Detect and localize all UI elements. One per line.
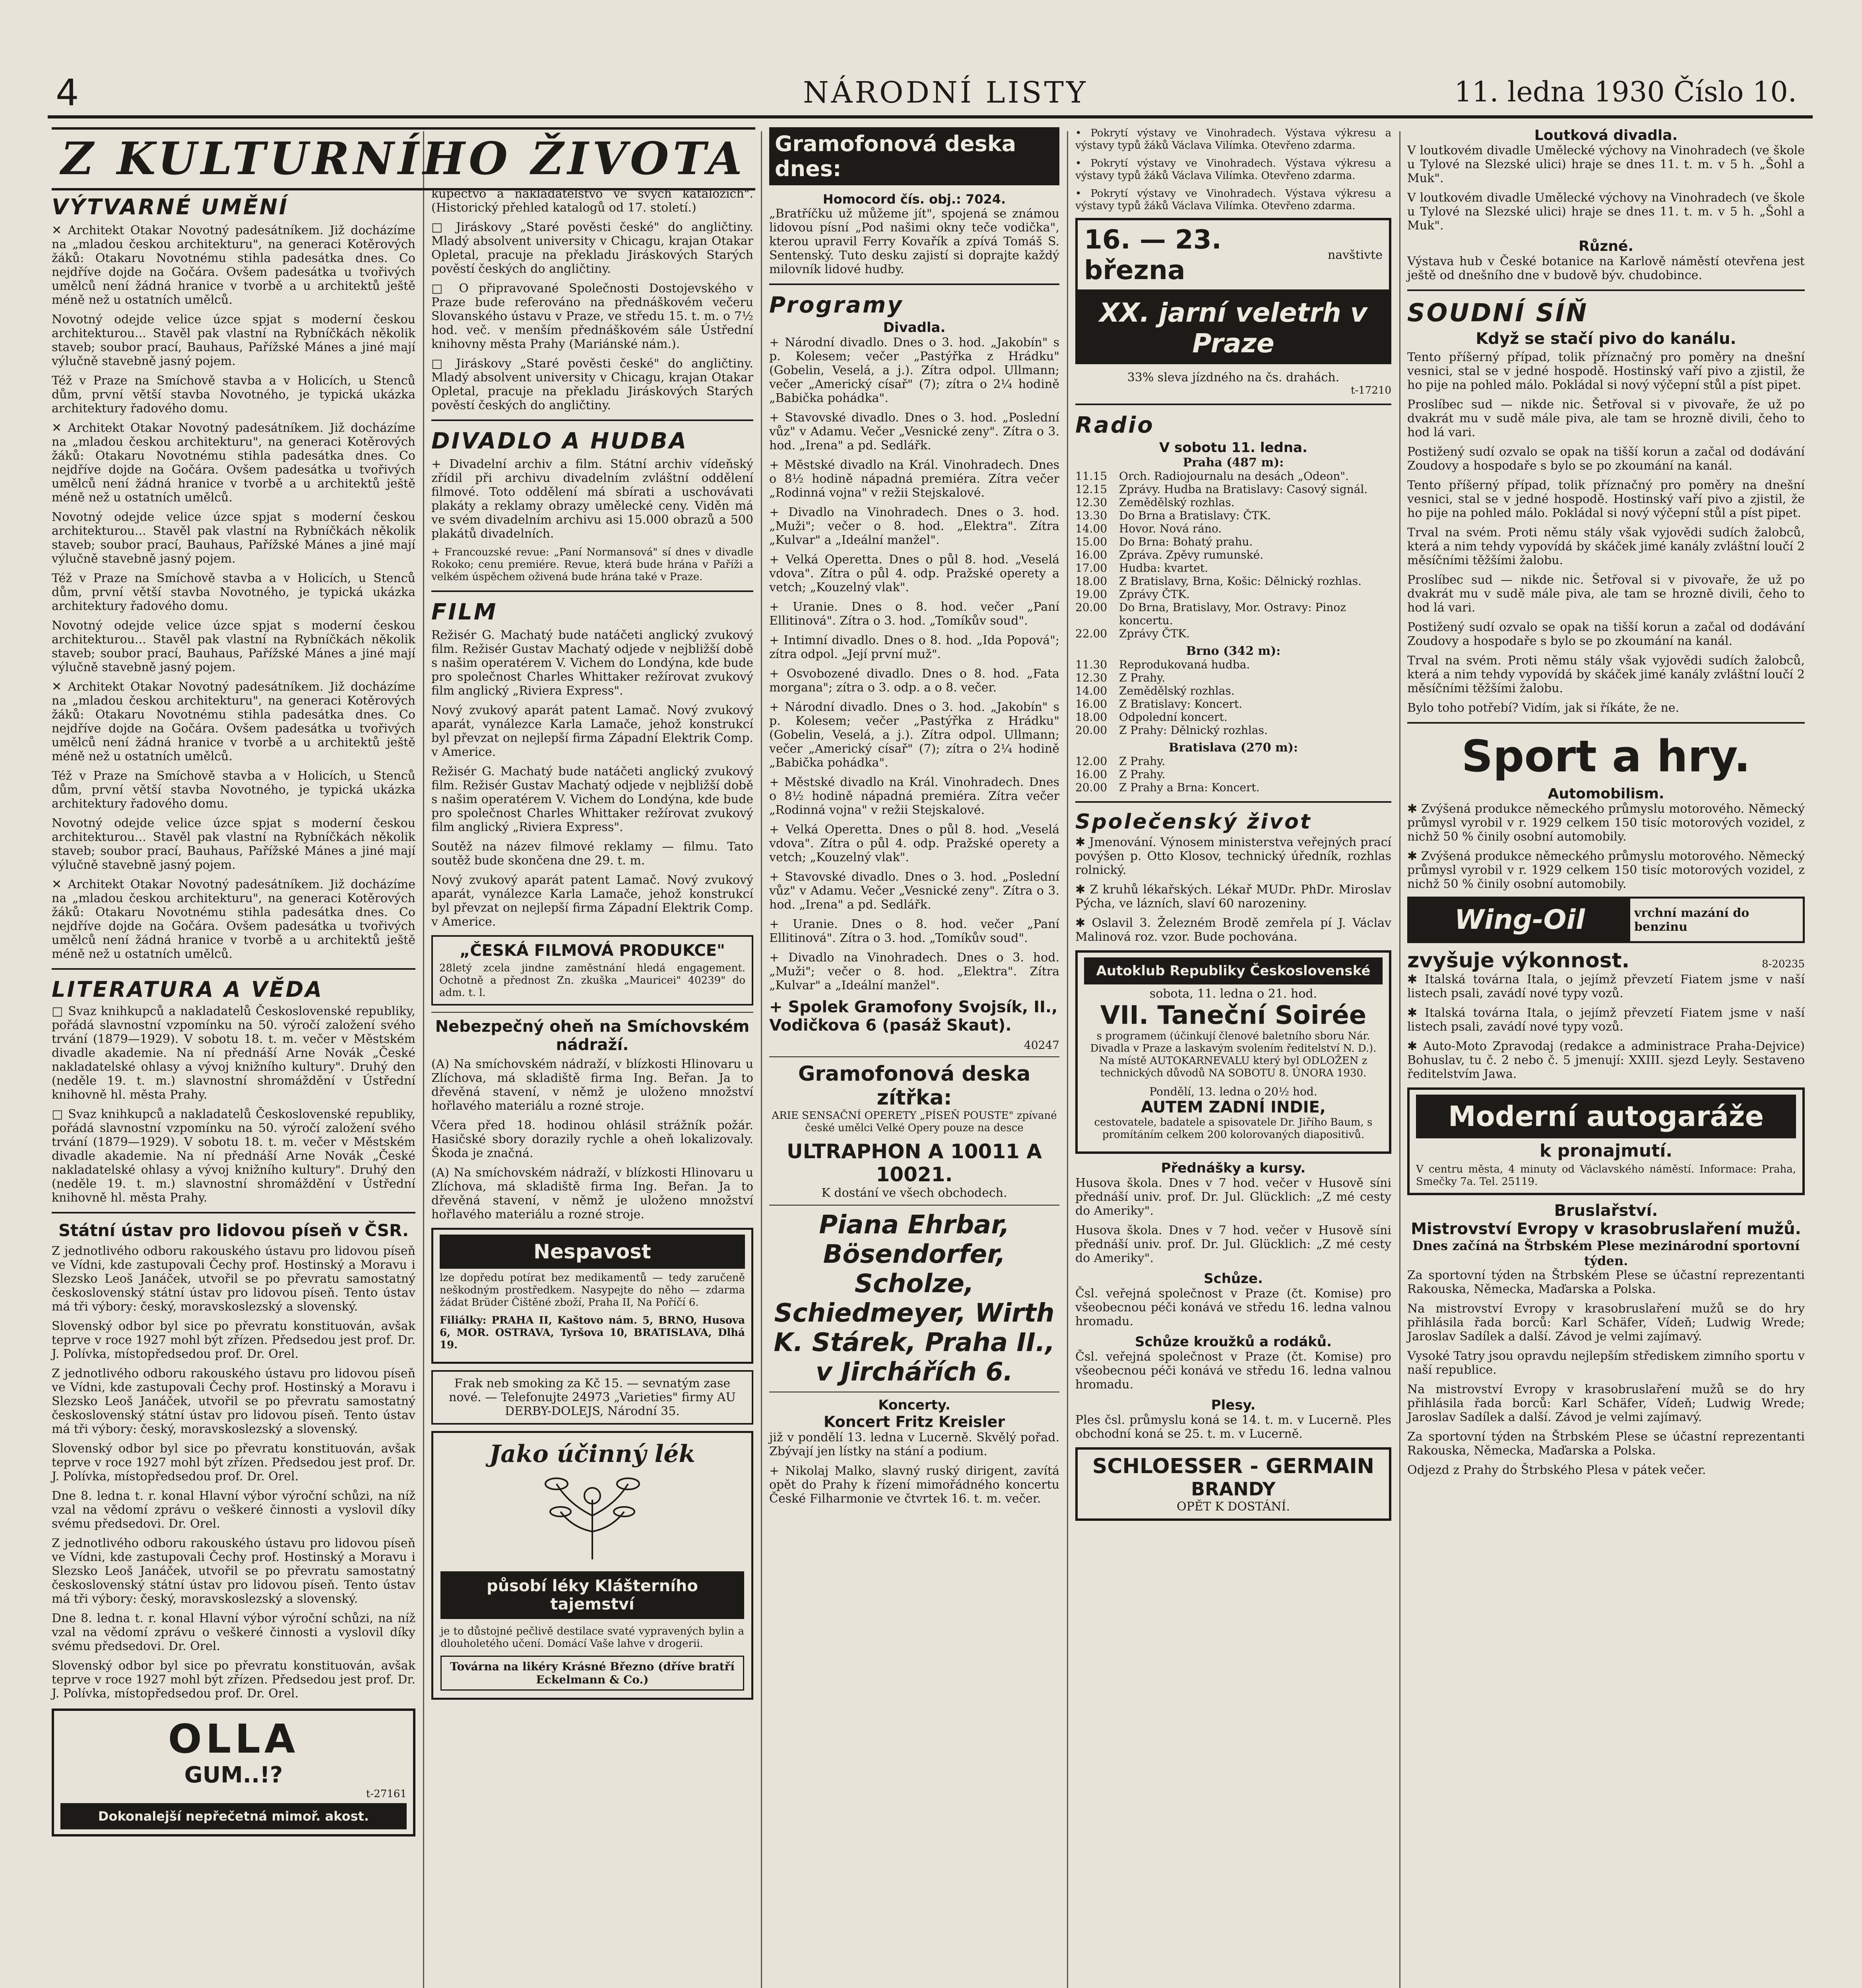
article-text: ✕ Architekt Otakar Novotný padesátníkem. Již docházíme na „mladou českou architekturu", na generaci Kotěrových žáků: Otakaru Novotnému stihla padesátka dnes. Co nejdříve dojde na Gočára. Ovšem padesátka u tvořivých umělců není žádná hranice v tvorbě a u architektů ještě méně než u ostatních umělců. (52, 878, 415, 961)
radio-program: Zprávy ČTK. (1119, 627, 1190, 640)
divider (431, 1012, 753, 1013)
article-text: Včera před 18. hodinou ohlásil strážník požár. Hasičské sbory dorazily rychle a oheň lokalizovaly. Škoda je značná. (431, 1118, 753, 1160)
radio-time: 12.15 (1075, 483, 1108, 496)
radio-row (1075, 658, 1391, 671)
veletrh-sub: 33% sleva jízdného na čs. drahách. (1127, 371, 1340, 384)
radio-row (1075, 548, 1391, 561)
radio-time: 15.00 (1075, 535, 1108, 548)
article-text: Novotný odejde velice úzce spjat s moderní českou architekturou... Stavěl pak vlastní na Rybníčkách několik staveb; soubor prací, Bauhaus, Pařížské Mánes a jiné mají výlučně stavebně jasný pojem. (52, 816, 415, 872)
radio-row (1075, 470, 1391, 483)
article-text: Slovenský odbor byl sice po převratu konstituován, avšak teprve v roce 1927 mohl být zřízen. Předsedou jest prof. Dr. J. Polívka, místopředsedou prof. Dr. Orel. (52, 1319, 415, 1361)
article-heading: Mistrovství Evropy v krasobruslaření mužů. (1411, 1220, 1801, 1238)
radio-day: V sobotu 11. ledna. (1159, 440, 1307, 456)
program-text: • Pokrytí výstavy ve Vinohradech. Výstava výkresu a výstavy typů žáků Václava Vilímka. Otevřeno zdarma. (1075, 157, 1391, 182)
article-subheading: Dnes začíná na Štrbském Plese mezinárodní sportovní týden. (1412, 1238, 1800, 1268)
nespavost-text: lze dopředu potírat bez medikamentů — tedy zaručeně neškodným prostředkem. Nasypejte do něho — zdarma žádat Brüder Čištěné zboží, Praha II, Na Poříčí 6. (440, 1272, 745, 1309)
article-text: Režisér G. Machatý bude natáčeti anglický zvukový film. Režisér Gustav Machatý odjede v nejbližší době s našim operatérem V. Vichem do Londýna, kde bude pro společnost Charles Whittaker režírovat zvukový film anglický „Riviera Express". (431, 628, 753, 698)
article-text: ✱ Zvýšená produkce německého průmyslu motorového. Německý průmysl vyrobil v r. 1929 celkem 150 tisíc motorových vozidel, z nichž 50 % činily osobní automobily. (1407, 802, 1805, 844)
lek-footer: Továrna na likéry Krásné Březno (dříve bratří Eckelmann & Co.) (440, 1656, 744, 1691)
divider (52, 1212, 415, 1213)
program-text: + Divadlo na Vinohradech. Dnes o 3. hod. „Muži"; večer o 8. hod. „Elektra". Zítra „Kulvar" a „Ideální manžel". (769, 951, 1059, 992)
divider (52, 968, 415, 970)
brandy-sub: OPĚT K DOSTÁNÍ. (1176, 1500, 1290, 1514)
article-text: + Divadelní archiv a film. Státní archiv vídeňský zřídil při archivu divadelním zvláštní oddělení filmové. Toto oddělení má sbírati a uschovávati plakáty a reklamy obrazy umělecké ceny. Viděn má ve svém divadelním archivu asi 15.000 obrazů a 500 plakátů divadelních. (431, 457, 753, 541)
brandy-brand: SCHLOESSER - GERMAIN (1092, 1454, 1375, 1478)
article-text: Bylo toho potřebí? Vidím, jak si říkáte, že ne. (1407, 701, 1680, 715)
article-text: Proslíbec sud — nikde nic. Šetřoval si v pivovaře, že už po dvakrát mu v sudě mále piva, ale tam se hrozně divili, čeho to hod lá vari. (1407, 398, 1805, 439)
subsection-heading: Přednášky a kursy. (1161, 1160, 1306, 1176)
article-text: Tento příšerný případ, tolik příznačný pro poměry na dnešní vesnici, stal se v jedné hospodě. Hostinský vaří pivo a zjistil, že ho pije na pohled málo. Pokládal si nový výčepní stůl a píst pipet. (1407, 350, 1805, 392)
radio-program: Do Brna: Bohatý prahu. (1119, 535, 1253, 548)
subsection-heading: Plesy. (1211, 1397, 1256, 1413)
radio-time: 17.00 (1075, 561, 1108, 575)
veletrh-ad (1075, 218, 1391, 292)
olla-gum: GUM..!? (184, 1762, 283, 1788)
radio-program: Z Prahy. (1119, 755, 1166, 768)
program-text: + Městské divadlo na Král. Vinohradech. Dnes o 8½ hodině nápadná premiéra. Zítra večer „Rodinná vojna" v režii Stejskalové. (769, 775, 1059, 817)
radio-row (1075, 684, 1391, 697)
radio-program: Z Prahy. (1119, 768, 1166, 781)
radio-row (1075, 561, 1391, 575)
garaze-text: V centru města, 4 minuty od Václavského náměstí. Informace: Praha, Smečky 7a. Tel. 25119. (1416, 1163, 1796, 1188)
program-text: + Uranie. Dnes o 8. hod. večer „Paní Ellitinová". Zítra o 3. hod. „Tomíkův soud". (769, 600, 1059, 628)
cfp-ad (431, 935, 753, 1006)
article-text: □ Jiráskovy „Staré pověsti české" do angličtiny. Mladý absolvent university v Chicagu, krajan Otakar Opletal, pracuje na překladu Jiráskových Starých pověstí českých do angličtiny. (431, 220, 753, 276)
column-3 (769, 127, 1059, 1988)
subsection-heading: Divadla. (883, 320, 946, 336)
radio-program: Orch. Radiojournalu na desách „Odeon". (1119, 470, 1349, 483)
gramofon-sub: Homocord čís. obj.: 7024. (822, 192, 1006, 207)
radio-program: Odpolední koncert. (1119, 711, 1228, 724)
article-text: (A) Na smíchovském nádraží, v blízkosti Hlinovaru u Zlíchova, má skladiště firma Ing. Beřan. Ja to dřevěná stavení, v němž je uloženo množství hořlavého materiálu a rozné stroje. (431, 1166, 753, 1221)
gramofon2-title: Gramofonová deska zítřka: (798, 1062, 1031, 1110)
radio-schedule (1075, 755, 1391, 794)
section-heading: Programy (769, 292, 904, 318)
program-text: + Divadlo na Vinohradech. Dnes o 3. hod. „Muži"; večer o 8. hod. „Elektra". Zítra „Kulvar" a „Ideální manžel". (769, 505, 1059, 547)
article-text: □ Svaz knihkupců a nakladatelů Československé republiky, pořádá slavnostní vzpomínku na 50. výročí založení svého trvání (1879—1929). V sobotu 18. t. m. večer v Městském divadle akademie. Na ní přednáší Arne Novák „České nakladatelské ohlasy a vývoj knižního kultury". Druhý den (neděle 19. t. m.) slavnostní shromáždění v Ústřední knihovně hl. města Prahy. (52, 1004, 415, 1102)
article-text: Nový zvukový aparát patent Lamač. Nový zvukový aparát, vynálezce Karla Lamače, jehož konstrukcí byl převzat on nejlepší firma Západní Elektrik Comp. v Americe. (431, 703, 753, 759)
program-text: + Velká Operetta. Dnes o půl 8. hod. „Veselá vdova". Zítra o půl 4. odp. Pražské operety a vetch; „Kouzelný vlak". (769, 823, 1059, 864)
article-text: Též v Praze na Smíchově stavba a v Holicích, u Stenců dům, první větší stavba Novotného, je typická ukázka architektury řadového domu. (52, 769, 415, 811)
column-3b (1075, 127, 1391, 1988)
sport-title: Sport a hry. (1461, 731, 1751, 782)
radio-program: Zemědělský rozhlas. (1119, 496, 1235, 509)
autoklub-title: VII. Taneční Soirée (1100, 1001, 1367, 1030)
article-text: Na mistrovství Evropy v krasobruslaření mužů se do hry přihlásila řada borců: Karl Schäfer, Vídeň; Ludwig Wrede; Jaroslav Sadílek a další. Závod je velmi zajímavý. (1407, 1382, 1805, 1424)
article-text: □ Svaz knihkupců a nakladatelů Československé republiky, pořádá slavnostní vzpomínku na 50. výročí založení svého trvání (1879—1929). V sobotu 18. t. m. večer v Městském divadle akademie. Na ní přednáší Arne Novák „České nakladatelské ohlasy a vývoj knižního kultury". Druhý den (neděle 19. t. m.) slavnostní shromáždění v Ústřední knihovně hl. města Prahy. (52, 1107, 415, 1205)
article-text: Novotný odejde velice úzce spjat s moderní českou architekturou... Stavěl pak vlastní na Rybníčkách několik staveb; soubor prací, Bauhaus, Pařížské Mánes a jiné mají výlučně stavebně jasný pojem. (52, 619, 415, 674)
article-text: Novotný odejde velice úzce spjat s moderní českou architekturou... Stavěl pak vlastní na Rybníčkách několik staveb; soubor prací, Bauhaus, Pařížské Mánes a jiné mají výlučně stavebně jasný pojem. (52, 510, 415, 566)
article-text: ✱ Auto-Moto Zpravodaj (redakce a administrace Praha-Dejvice) Bohuslav, tu č. 2 nebo č. 5 jmenují: XXIII. sjezd Leyly. Sestaveno ředitelstvím Jawa. (1407, 1039, 1805, 1081)
article-text: Slovenský odbor byl sice po převratu konstituován, avšak teprve v roce 1927 mohl být zřízen. Předsedou jest prof. Dr. J. Polívka, místopředsedou prof. Dr. Orel. (52, 1442, 415, 1483)
nespavost-ad (431, 1228, 753, 1364)
olla-logo: OLLA (168, 1716, 299, 1762)
frak-ad (431, 1370, 753, 1425)
article-text: Odjezd z Prahy do Štrbského Plesa v pátek večer. (1407, 1463, 1706, 1477)
radio-row (1075, 522, 1391, 535)
radio-schedule (1075, 470, 1391, 640)
garaze-sub: k pronajmutí. (1539, 1141, 1673, 1161)
program-text: • Pokrytí výstavy ve Vinohradech. Výstava výkresu a výstavy typů žáků Václava Vilímka. Otevřeno zdarma. (1075, 127, 1391, 151)
radio-row (1075, 671, 1391, 684)
article-text: Novotný odejde velice úzce spjat s moderní českou architekturou... Stavěl pak vlastní na Rybníčkách několik staveb; soubor prací, Bauhaus, Pařížské Mánes a jiné mají výlučně stavebně jasný pojem. (52, 313, 415, 368)
veletrh-navstivte: navštivte (1328, 248, 1383, 262)
radio-program: Hovor. Nová ráno. (1119, 522, 1222, 535)
divider (1075, 801, 1391, 803)
ad-code: 40247 (1024, 1039, 1059, 1052)
article-text: V loutkovém divadle Umělecké výchovy na Vinohradech (ve škole u Tylové na Slezské ulici) hraje se dnes 11. t. m. v 5 h. „Šohl a Muk". (1407, 144, 1805, 185)
radio-station: Brno (342 m): (1186, 644, 1281, 658)
radio-program: Z Bratislavy, Brna, Košic: Dělnický rozhlas. (1119, 575, 1362, 588)
radio-row (1075, 509, 1391, 522)
wingoil-tagline (1407, 949, 1805, 973)
masthead (48, 60, 1813, 119)
article-text: V loutkovém divadle Umělecké výchovy na Vinohradech (ve škole u Tylové na Slezské ulici) hraje se dnes 11. t. m. v 5 h. „Šohl a Muk". (1407, 191, 1805, 233)
autoklub-ad (1075, 950, 1391, 1154)
program-text: + Stavovské divadlo. Dnes o 3. hod. „Poslední vůz" v Adamu. Večer „Vesnické zeny". Zítra o 3. hod. „Irena" a pd. Sedlářk. (769, 411, 1059, 452)
article-text: Též v Praze na Smíchově stavba a v Holicích, u Stenců dům, první větší stavba Novotného, je typická ukázka architektury řadového domu. (52, 374, 415, 415)
subsection-heading: Bruslařství. (1554, 1202, 1658, 1220)
spolek-text: + Spolek Gramofony Svojsík, II., Vodičkova 6 (pasáž Skaut). (769, 998, 1058, 1035)
olla-ad (52, 1708, 415, 1837)
radio-program: Do Brna a Bratislavy: ČTK. (1119, 509, 1271, 522)
radio-time: 11.30 (1075, 658, 1108, 671)
radio-time: 20.00 (1075, 601, 1108, 614)
section-heading: VÝTVARNÉ UMĚNÍ (52, 194, 289, 219)
wingoil-ad (1407, 897, 1805, 943)
garaze-ad (1407, 1087, 1805, 1195)
radio-row (1075, 768, 1391, 781)
radio-row (1075, 575, 1391, 588)
radio-program: Zprávy. Hudba na Bratislavy: Casový signál. (1119, 483, 1368, 496)
radio-row (1075, 496, 1391, 509)
radio-program: Do Brna, Bratislavy, Mor. Ostravy: Pinoz koncertu. (1119, 601, 1346, 627)
wingoil-sub: vrchní mazání do benzinu (1634, 906, 1750, 934)
article-text: ✱ Italská továrna Itala, o jejímž převzetí Fiatem jsme v naší listech psali, zavádí nové typy vozů. (1407, 1006, 1805, 1034)
radio-program: Z Prahy: Dělnický rozhlas. (1119, 724, 1268, 737)
program-text: + Velká Operetta. Dnes o půl 8. hod. „Veselá vdova". Zítra o půl 4. odp. Pražské operety a vetch; „Kouzelný vlak". (769, 553, 1059, 594)
subsection-heading: Koncerty. (878, 1397, 950, 1413)
radio-time: 16.00 (1075, 768, 1108, 781)
article-text: Dne 8. ledna t. r. konal Hlavní výbor výroční schůzi, na níž vzal na vědomí zprávu o veškeré činnosti a vyslovil díky svému předsedovi. Dr. Orel. (52, 1489, 415, 1531)
program-text: + Národní divadlo. Dnes o 3. hod. „Jakobín" s p. Kolesem; večer „Pastýřka z Hrádku" (Gobelin, Veselá, a j.). Zítra odpol. Ullmann; večer „Americký císař" (7); zítra o 2¼ hodině „Babička pohádka". (769, 700, 1059, 770)
radio-time: 22.00 (1075, 627, 1108, 640)
wingoil-title: Wing-Oil (1409, 899, 1630, 941)
autoklub-top: Autoklub Republiky Československé (1084, 957, 1383, 984)
divider (1407, 722, 1805, 724)
article-text: Postižený sudí ozvalo se opak na tišší korun a začal od dodávání Zoudovy a hospodaře s bylo se po zkoumání na kanál. (1407, 620, 1805, 648)
ad-code: t-27161 (366, 1788, 407, 1800)
divider (1075, 404, 1391, 405)
spolek-ad (769, 998, 1059, 1035)
radio-time: 13.30 (1075, 509, 1108, 522)
article-text: Vysoké Tatry jsou opravdu nejlepším střediskem zimního sportu v naší republice. (1407, 1349, 1805, 1377)
radio-time: 12.00 (1075, 755, 1108, 768)
radio-time: 20.00 (1075, 724, 1108, 737)
radio-station: Praha (487 m): (1183, 456, 1284, 470)
autoklub-film-text: cestovatele, badatele a spisovatele Dr. Jiřího Baum, s promítáním celkem 200 kolorovaných diapositivů. (1094, 1116, 1373, 1141)
koncert-title: Koncert Fritz Kreisler (823, 1413, 1005, 1431)
program-text: již v pondělí 13. ledna v Lucerně. Skvělý pořad. Zbývají jen lístky na stání a podium. (769, 1431, 1059, 1458)
article-text: ✕ Architekt Otakar Novotný padesátníkem. Již docházíme na „mladou českou architekturu", na generaci Kotěrových žáků: Otakaru Novotnému stihla padesátka dnes. Co nejdříve dojde na Gočára. Ovšem padesátka u tvořivých umělců není žádná hranice v tvorbě a u architektů ještě méně než u ostatních umělců. (52, 223, 415, 307)
article-text: ✕ Architekt Otakar Novotný padesátníkem. Již docházíme na „mladou českou architekturu", na generaci Kotěrových žáků: Otakaru Novotnému stihla padesátka dnes. Co nejdříve dojde na Gočára. Ovšem padesátka u tvořivých umělců není žádná hranice v tvorbě a u architektů ještě méně než u ostatních umělců. (52, 421, 415, 505)
radio-time: 12.30 (1075, 496, 1108, 509)
lek-text: je to důstojné pečlivě destilace svaté vypravených bylin a dlouholetého učení. Domácí Vaše lahve v drogerii. (440, 1625, 744, 1650)
radio-row (1075, 697, 1391, 711)
section-heading: DIVADLO A HUDBA (431, 428, 688, 454)
article-text: ✱ Italská továrna Itala, o jejímž převzetí Fiatem jsme v naší listech psali, zavádí nové typy vozů. (1407, 973, 1805, 1000)
radio-program: Z Prahy a Brna: Koncert. (1119, 781, 1260, 794)
radio-program: Zpráva. Zpěvy rumunské. (1119, 548, 1264, 561)
piana-ad: Piana Ehrbar, Bösendorfer, Scholze, Schiedmeyer, Wirth K. Stárek, Praha II., v Jirchářích 6. (774, 1210, 1055, 1387)
radio-time: 18.00 (1075, 711, 1108, 724)
radio-program: Z Prahy. (1119, 671, 1166, 684)
column-4 (1407, 127, 1805, 1988)
radio-time: 14.00 (1075, 522, 1108, 535)
article-text: Též v Praze na Smíchově stavba a v Holicích, u Stenců dům, první větší stavba Novotného, je typická ukázka architektury řadového domu. (52, 571, 415, 613)
cfp-title: „ČESKÁ FILMOVÁ PRODUKCE" (460, 942, 725, 960)
article-text: Proslíbec sud — nikde nic. Šetřoval si v pivovaře, že už po dvakrát mu v sudě mále piva, ale tam se hrozně divili, čeho to hod lá vari. (1407, 573, 1805, 615)
lek-sub: působí léky Klášterního tajemství (440, 1571, 744, 1619)
program-text: + Stavovské divadlo. Dnes o 3. hod. „Poslední vůz" v Adamu. Večer „Vesnické zeny". Zítra o 3. hod. „Irena" a pd. Sedlářk. (769, 870, 1059, 912)
subsection-heading: Různé. (1578, 238, 1634, 254)
program-text: + Nikolaj Malko, slavný ruský dirigent, zavítá opět do Prahy k řízení mimořádného koncertu České Filharmonie ve čtvrtek 16. t. m. večer. (769, 1464, 1059, 1506)
article-text: Ples čsl. průmyslu koná se 14. t. m. v Lucerně. Ples obchodní koná se 25. t. m. v Lucerně. (1075, 1413, 1391, 1441)
olla-footer: Dokonalejší nepřečetná mimoř. akost. (60, 1803, 407, 1829)
section-heading: Radio (1075, 412, 1154, 438)
brandy-ad (1075, 1447, 1391, 1521)
article-text: ✱ Zvýšená produkce německého průmyslu motorového. Německý průmysl vyrobil v r. 1929 celkem 150 tisíc motorových vozidel, z nichž 50 % činily osobní automobily. (1407, 849, 1805, 891)
page-number: 4 (56, 72, 79, 114)
masthead-rule (48, 115, 1813, 118)
article-text: Z jednotlivého odboru rakouského ústavu pro lidovou píseň ve Vídni, kde zastupovali Čechy prof. Hostinský a Moravu i Slezsko Leoš Janáček, utvořil se po převratu samostatný československý státní ústav pro lidovou píseň. Tento ústav má tři výbory: český, moravskoslezský a slovenský. (52, 1244, 415, 1314)
article-text: Trval na svém. Proti němu stály však vyjovědi sudích žalobců, která a nim tehdy vypovídá by skáček jimé kanály zvláštní loučí 2 měsíčními těžšími žalobu. (1407, 526, 1805, 567)
article-text: Soutěž na název filmové reklamy — filmu. Tato soutěž bude skončena dne 29. t. m. (431, 840, 753, 868)
column-2 (431, 187, 753, 1988)
article-text: kupectvo a nakladatelstvo ve svých katalozích". (Historický přehled katalogů od 17. století.) (431, 187, 753, 215)
article-text: Dne 8. ledna t. r. konal Hlavní výbor výroční schůzi, na níž vzal na vědomí zprávu o veškeré činnosti a vyslovil díky svému předsedovi. Dr. Orel. (52, 1611, 415, 1653)
radio-row (1075, 755, 1391, 768)
autoklub-film: AUTEM ZADNÍ INDIE, (1141, 1098, 1326, 1116)
radio-row (1075, 535, 1391, 548)
issue-date: 11. ledna 1930 Číslo 10. (1454, 76, 1797, 108)
article-text: Tento příšerný případ, tolik příznačný pro poměry na dnešní vesnici, stal se v jedné hospodě. Hostinský vaří pivo a zjistil, že ho pije na pohled málo. Pokládal si nový výčepní stůl a píst pipet. (1407, 478, 1805, 520)
article-text: Husova škola. Dnes v 7 hod. večer v Husově síni přednáší univ. prof. Dr. Jul. Glücklich: „Z mé cesty do Ameriky". (1075, 1176, 1391, 1218)
radio-station: Bratislava (270 m): (1168, 741, 1298, 755)
veletrh-dates: 16. — 23. března (1084, 224, 1222, 285)
divider (769, 1205, 1059, 1206)
herb-illustration-icon (533, 1468, 652, 1563)
radio-program: Reprodukovaná hudba. (1119, 658, 1250, 671)
radio-row (1075, 627, 1391, 640)
article-text: Za sportovní týden na Štrbském Plese se účastní reprezentanti Rakouska, Německa, Maďarska a Polska. (1407, 1268, 1805, 1296)
radio-program: Hudba: kvartet. (1119, 561, 1208, 575)
program-text: + Uranie. Dnes o 8. hod. večer „Paní Ellitinová". Zítra o 3. hod. „Tomíkův soud". (769, 917, 1059, 945)
radio-time: 12.30 (1075, 671, 1108, 684)
program-text: + Osvobozené divadlo. Dnes o 8. hod. „Fata morgana"; zítra o 3. odp. a o 8. večer. (769, 667, 1059, 695)
ultraphon-sub: K dostání ve všech obchodech. (821, 1186, 1007, 1200)
paper-name: NÁRODNÍ LISTY (803, 76, 1088, 110)
gramofon-text: „Bratříčku už můžeme jít", spojená se známou lidovou písní „Pod našimi okny teče vodička", kterou upravil Ferry Kovařík a zpívá Tomáš S. Sentenský. Tuto desku zajistí si doprajte každý milovník lidové hudby. (769, 207, 1059, 276)
culture-banner: Z KULTURNÍHO ŽIVOTA (52, 127, 755, 190)
article-text: Nový zvukový aparát patent Lamač. Nový zvukový aparát, vynálezce Karla Lamače, jehož konstrukcí byl převzat on nejlepší firma Západní Elektrik Comp. v Americe. (431, 873, 753, 929)
radio-time: 20.00 (1075, 781, 1108, 794)
article-text: Trval na svém. Proti němu stály však vyjovědi sudích žalobců, která a nim tehdy vypovídá by skáček jimé kanály zvláštní loučí 2 měsíčními těžšími žalobu. (1407, 654, 1805, 695)
radio-time: 19.00 (1075, 588, 1108, 601)
radio-time: 14.00 (1075, 684, 1108, 697)
nespavost-title: Nespavost (440, 1235, 745, 1269)
wingoil-tag: zvyšuje výkonnost. (1407, 949, 1630, 973)
radio-program: Zemědělský rozhlas. (1119, 684, 1235, 697)
garaze-title: Moderní autogaráže (1416, 1095, 1796, 1138)
article-text: Z jednotlivého odboru rakouského ústavu pro lidovou píseň ve Vídni, kde zastupovali Čechy prof. Hostinský a Moravu i Slezsko Leoš Janáček, utvořil se po převratu samostatný československý státní ústav pro lidovou píseň. Tento ústav má tři výbory: český, moravskoslezský a slovenský. (52, 1536, 415, 1606)
article-text: Za sportovní týden na Štrbském Plese se účastní reprezentanti Rakouska, Německa, Maďarska a Polska. (1407, 1430, 1805, 1458)
article-text: □ O připravované Společnosti Dostojevského v Praze bude referováno na přednáškovém večeru Slovanského ústavu v Praze, ve středu 15. t. m. o 7½ hod. več. v menším přednáškovém sále Ústřední knihovny města Prahy (Mariánské nám.). (431, 282, 753, 351)
article-text: Čsl. veřejná společnost v Praze (čt. Komise) pro všeobecnou péči konává ve středu 16. ledna valnou hromadu. (1075, 1287, 1391, 1328)
article-text: ✕ Architekt Otakar Novotný padesátníkem. Již docházíme na „mladou českou architekturu", na generaci Kotěrových žáků: Otakaru Novotnému stihla padesátka dnes. Co nejdříve dojde na Gočára. Ovšem padesátka u tvořivých umělců není žádná hranice v tvorbě a u architektů ještě méně než u ostatních umělců. (52, 680, 415, 763)
radio-program: Z Bratislavy: Koncert. (1119, 697, 1243, 711)
divider (769, 1056, 1059, 1057)
veletrh-title: XX. jarní veletrh v Praze (1075, 292, 1391, 364)
radio-row (1075, 588, 1391, 601)
article-text: Režisér G. Machatý bude natáčeti anglický zvukový film. Režisér Gustav Machatý odjede v nejbližší době s našim operatérem V. Vichem do Londýna, kde bude pro společnost Charles Whittaker režírovat zvukový film anglický „Riviera Express". (431, 765, 753, 834)
radio-row (1075, 483, 1391, 496)
section-heading: FILM (431, 599, 498, 625)
article-text: ✱ Jmenování. Výnosem ministerstva veřejných prací povýšen p. Otto Klosov, technický úředník, rozhlas rolnický. (1075, 835, 1391, 877)
subsection-heading: Schůze kroužků a rodáků. (1135, 1334, 1332, 1350)
ad-code: 8-20235 (1761, 958, 1805, 970)
radio-schedule (1075, 658, 1391, 737)
column-rule (423, 131, 424, 1988)
lek-ad (431, 1431, 753, 1700)
radio-row (1075, 711, 1391, 724)
column-rule (1399, 131, 1400, 1988)
article-heading: Státní ústav pro lidovou píseň v ČSR. (58, 1221, 409, 1240)
article-heading: Když se stačí pivo do kanálu. (1476, 330, 1736, 348)
radio-row (1075, 601, 1391, 627)
article-text: Čsl. veřejná společnost v Praze (čt. Komise) pro všeobecnou péči konává ve středu 16. ledna valnou hromadu. (1075, 1350, 1391, 1392)
radio-time: 11.15 (1075, 470, 1108, 483)
article-text: ✱ Z kruhů lékařských. Lékař MUDr. PhDr. Miroslav Pýcha, ve lázních, slaví 60 narozeniny. (1075, 883, 1391, 911)
radio-time: 16.00 (1075, 548, 1108, 561)
program-text: + Národní divadlo. Dnes o 3. hod. „Jakobín" s p. Kolesem; večer „Pastýřka z Hrádku" (Gobelin, Veselá, a j.). Zítra odpol. Ullmann; večer „Americký císař" (7); zítra o 2¼ hodině „Babička pohádka". (769, 336, 1059, 405)
lek-title: Jako účinný lék (489, 1440, 696, 1468)
gramofon2-text: ARIE SENSAČNÍ OPERETY „PÍSEŇ POUSTE" zpívané české umělci Velké Opery pouze na desce (772, 1110, 1057, 1134)
article-text: (A) Na smíchovském nádraží, v blízkosti Hlinovaru u Zlíchova, má skladiště firma Ing. Beřan. Ja to dřevěná stavení, v němž je uloženo množství hořlavého materiálu a rozné stroje. (431, 1057, 753, 1113)
ultraphon: ULTRAPHON A 10011 A 10021. (787, 1140, 1042, 1186)
section-heading: Společenský život (1075, 810, 1312, 834)
radio-program: Zprávy ČTK. (1119, 588, 1190, 601)
article-text: Husova škola. Dnes v 7 hod. večer v Husově síni přednáší univ. prof. Dr. Jul. Glücklich: „Z mé cesty do Ameriky". (1075, 1223, 1391, 1265)
program-text: + Městské divadlo na Král. Vinohradech. Dnes o 8½ hodině nápadná premiéra. Zítra večer „Rodinná vojna" v režii Stejskalové. (769, 458, 1059, 500)
radio-time: 18.00 (1075, 575, 1108, 588)
divider (431, 590, 753, 592)
column-rule (1067, 131, 1068, 1988)
subsection-heading: Automobilism. (1548, 786, 1664, 802)
gramofon-title: Gramofonová deska dnes: (769, 127, 1059, 185)
nespavost-addresses: Filiálky: PRAHA II, Kaštovo nám. 5, BRNO, Husova 6, MOR. OSTRAVA, Tyršova 10, BRATISLAVA, Dlhá 19. (440, 1314, 745, 1351)
radio-row (1075, 724, 1391, 737)
cfp-text: 28letý zcela jindne zaměstnání hledá engagement. Ochotně a přednost Zn. zkuška „Mauricei" 40239" do adm. t. l. (439, 962, 745, 999)
article-text: Výstava hub v České botanice na Karlově náměstí otevřena jest ještě od dnešního dne v budově býv. chudobince. (1407, 254, 1805, 282)
radio-row (1075, 781, 1391, 794)
brandy-label: BRANDY (1191, 1478, 1276, 1500)
program-text: • Pokrytí výstavy ve Vinohradech. Výstava výkresu a výstavy typů žáků Václava Vilímka. Otevřeno zdarma. (1075, 188, 1391, 212)
article-text: ✱ Oslavil 3. Železném Brodě zemřela pí J. Václav Malinová roz. vzor. Bude pochována. (1075, 916, 1391, 944)
program-text: + Intimní divadlo. Dnes o 8. hod. „Ida Popová"; zítra odpol. „Její první muž". (769, 633, 1059, 661)
article-text: Na mistrovství Evropy v krasobruslaření mužů se do hry přihlásila řada borců: Karl Schäfer, Vídeň; Ludwig Wrede; Jaroslav Sadílek a další. Závod je velmi zajímavý. (1407, 1302, 1805, 1343)
autoklub-sub: Pondělí, 13. ledna o 20½ hod. (1149, 1085, 1317, 1098)
divider (1407, 289, 1805, 291)
radio-time: 16.00 (1075, 697, 1108, 711)
subsection-heading: Schůze. (1204, 1271, 1263, 1287)
section-heading: SOUDNÍ SÍŇ (1407, 298, 1589, 327)
ad-code: t-17210 (1351, 384, 1391, 396)
article-text: + Francouzské revue: „Paní Normansová" sí dnes v divadle Rokoko; cenu premiére. Revue, která bude hrána v Paříži a velkém úspěchem oživená bude hrána také v Praze. (431, 546, 753, 583)
subsection-heading: Loutková divadla. (1534, 127, 1678, 144)
article-heading: Nebezpečný oheň na Smíchovském nádraží. (435, 1017, 750, 1054)
frak-text: Frak neb smoking za Kč 15. — sevnatým zase nové. — Telefonujte 24973 „Varieties" firmy AU DERBY-DOLEJS, Národní 35. (449, 1376, 736, 1418)
article-text: □ Jiráskovy „Staré pověsti české" do angličtiny. Mladý absolvent university v Chicagu, krajan Otakar Opletal, pracuje na překladu Jiráskových Starých pověstí českých do angličtiny. (431, 357, 753, 412)
column-rule (761, 131, 762, 1988)
article-text: Z jednotlivého odboru rakouského ústavu pro lidovou píseň ve Vídni, kde zastupovali Čechy prof. Hostinský a Moravu i Slezsko Leoš Janáček, utvořil se po převratu samostatný československý státní ústav pro lidovou píseň. Tento ústav má tři výbory: český, moravskoslezský a slovenský. (52, 1367, 415, 1436)
divider (431, 419, 753, 421)
autoklub-text: s programem (účinkují členové baletního sboru Nár. Divadla v Praze a laskavým svolením ředitelství N. D.). Na místě AUTOKARNEVALU který byl ODLOŽEN z technických důvodů NA SOBOTU 8. ÚNORA 1930. (1090, 1030, 1377, 1079)
divider (769, 283, 1059, 285)
autoklub-date: sobota, 11. ledna o 21. hod. (1149, 987, 1317, 1001)
article-text: Postižený sudí ozvalo se opak na tišší korun a začal od dodávání Zoudovy a hospodaře s bylo se po zkoumání na kanál. (1407, 445, 1805, 473)
section-heading: LITERATURA A VĚDA (52, 977, 324, 1002)
article-text: Slovenský odbor byl sice po převratu konstituován, avšak teprve v roce 1927 mohl být zřízen. Předsedou jest prof. Dr. J. Polívka, místopředsedou prof. Dr. Orel. (52, 1659, 415, 1701)
